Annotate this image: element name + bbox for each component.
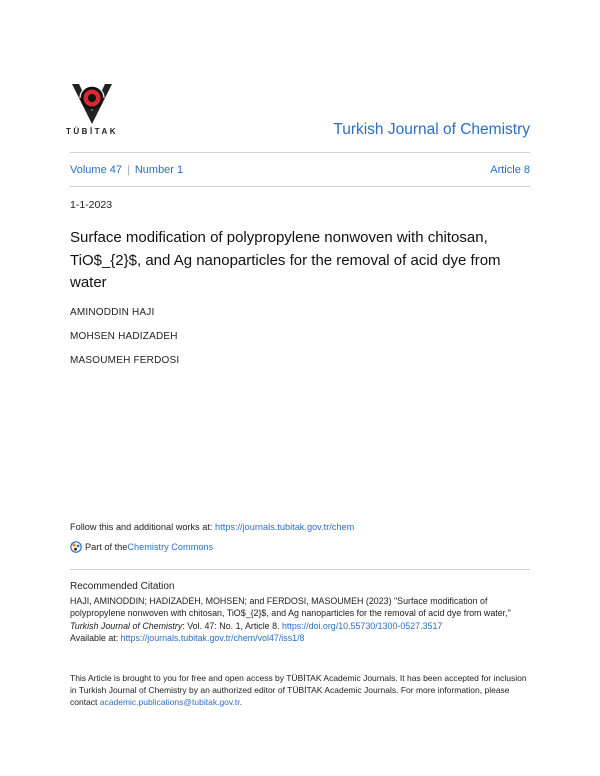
breadcrumb-separator: |	[126, 164, 130, 176]
author-name: MASOUMEH FERDOSI	[70, 355, 180, 366]
citation-text	[70, 595, 532, 644]
open-access-notice	[70, 672, 532, 708]
citation-journal: Turkish Journal of Chemistry	[70, 620, 183, 631]
citation-body: HAJI, AMINODDIN; HADIZADEH, MOHSEN; and FERDOSI, MASOUMEH (2023) "Surface modification of polypropylene nonwoven with chitosan, TiO$_{2}$, and Ag nanoparticles for the removal of acid dye from water,"	[70, 596, 511, 619]
available-prefix: Available at:	[70, 632, 121, 643]
follow-line	[70, 522, 354, 532]
issue-breadcrumb	[70, 164, 183, 176]
header-divider	[70, 152, 530, 153]
commons-network-icon	[70, 541, 82, 553]
publication-date: 1-1-2023	[70, 199, 113, 211]
available-url-link[interactable]: https://journals.tubitak.gov.tr/chem/vol47/iss1/8	[120, 632, 305, 643]
meta-divider	[70, 186, 530, 187]
chemistry-commons-link[interactable]: Chemistry Commons	[127, 542, 214, 552]
author-name: AMINODDIN HAJI	[70, 307, 155, 318]
doi-link[interactable]: https://doi.org/10.55730/1300-0527.3517	[281, 620, 443, 631]
contact-email-link[interactable]: academic.publications@tubitak.gov.tr	[99, 697, 240, 707]
article-title: Surface modification of polypropylene nonwoven with chitosan, TiO$_{2}$, and Ag nanoparticles for the removal of acid dye from water	[70, 229, 501, 291]
part-of-prefix: Part of the	[85, 542, 128, 552]
number-link[interactable]: Number 1	[134, 164, 184, 176]
article-number-link[interactable]: Article 8	[490, 164, 530, 176]
citation-volume: : Vol. 47: No. 1, Article 8.	[182, 620, 282, 631]
volume-link[interactable]: Volume 47	[70, 164, 122, 176]
citation-divider	[70, 569, 530, 570]
recommended-citation-heading: Recommended Citation	[70, 581, 175, 592]
follow-prefix: Follow this and additional works at:	[70, 522, 216, 532]
follow-url-link[interactable]: https://journals.tubitak.gov.tr/chem	[215, 522, 355, 532]
author-name: MOHSEN HADIZADEH	[70, 331, 178, 342]
part-of-line	[70, 541, 213, 553]
notice-end: .	[239, 697, 242, 707]
notice-text: This Article is brought to you for free and open access by TÜBİTAK Academic Journals. It has been accepted for inclusion in Turkish Journal of Chemistry by an authorized editor of TÜBİTAK Academic Journals. For more information, please contact	[70, 673, 527, 707]
journal-title-link[interactable]: Turkish Journal of Chemistry	[333, 121, 530, 138]
publisher-logo-text: TÜBİTAK	[66, 127, 119, 136]
